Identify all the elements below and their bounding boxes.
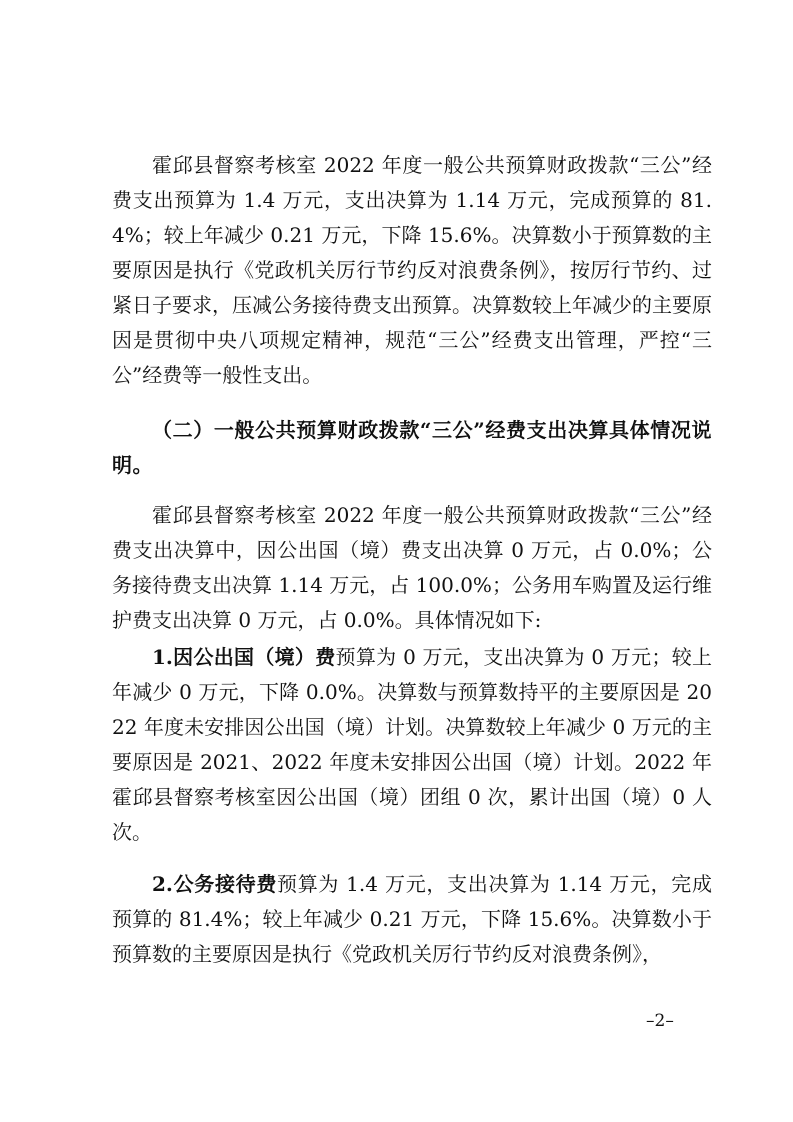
detail-intro-paragraph: 霍邱县督察考核室 2022 年度一般公共预算财政拨款“三公”经费支出决算中，因公出国（境）费支出决算 0 万元，占 0.0%；公务接待费支出决算 1.14 万元，占 100.0%；公务用车购置及运行维护费支出决算 0 万元，占 0.0%。具体情况如下: (112, 503, 712, 632)
item2-label: 2.公务接待费 (152, 872, 278, 896)
section-heading: （二）一般公共预算财政拨款“三公”经费支出决算具体情况说明。 (112, 418, 712, 477)
item2-text: 预算为 1.4 万元，支出决算为 1.14 万元，完成预算的 81.4%；较上年减少 0.21 万元，下降 15.6%。决算数小于预算数的主要原因是执行《党政机关厉行节约反对浪费条例》， (112, 872, 712, 966)
item2-paragraph (112, 867, 712, 972)
item1-paragraph (112, 640, 712, 850)
page-number: –2– (646, 1011, 674, 1031)
item1-text: 预算为 0 万元，支出决算为 0 万元；较上年减少 0 万元，下降 0.0%。决算数与预算数持平的主要原因是 2022 年度未安排因公出国（境）计划。决算数较上年减少 0 万元的主要原因是 2021、2022 年度未安排因公出国（境）计划。2022 年霍邱县督察考核室因公出国（境）团组 0 次，累计出国（境）0 人次。 (112, 645, 712, 844)
item1-label: 1.因公出国（境）费 (152, 645, 336, 669)
summary-paragraph: 霍邱县督察考核室 2022 年度一般公共预算财政拨款“三公”经费支出预算为 1.4 万元，支出决算为 1.14 万元，完成预算的 81.4%；较上年减少 0.21 万元，下降 15.6%。决算数小于预算数的主要原因是执行《党政机关厉行节约反对浪费条例》，按厉行节约、过紧日子要求，压减公务接待费支出预算。决算数较上年减少的主要原因是贯彻中央八项规定精神，规范“三公”经费支出管理，严控“三公”经费等一般性支出。 (112, 153, 712, 387)
